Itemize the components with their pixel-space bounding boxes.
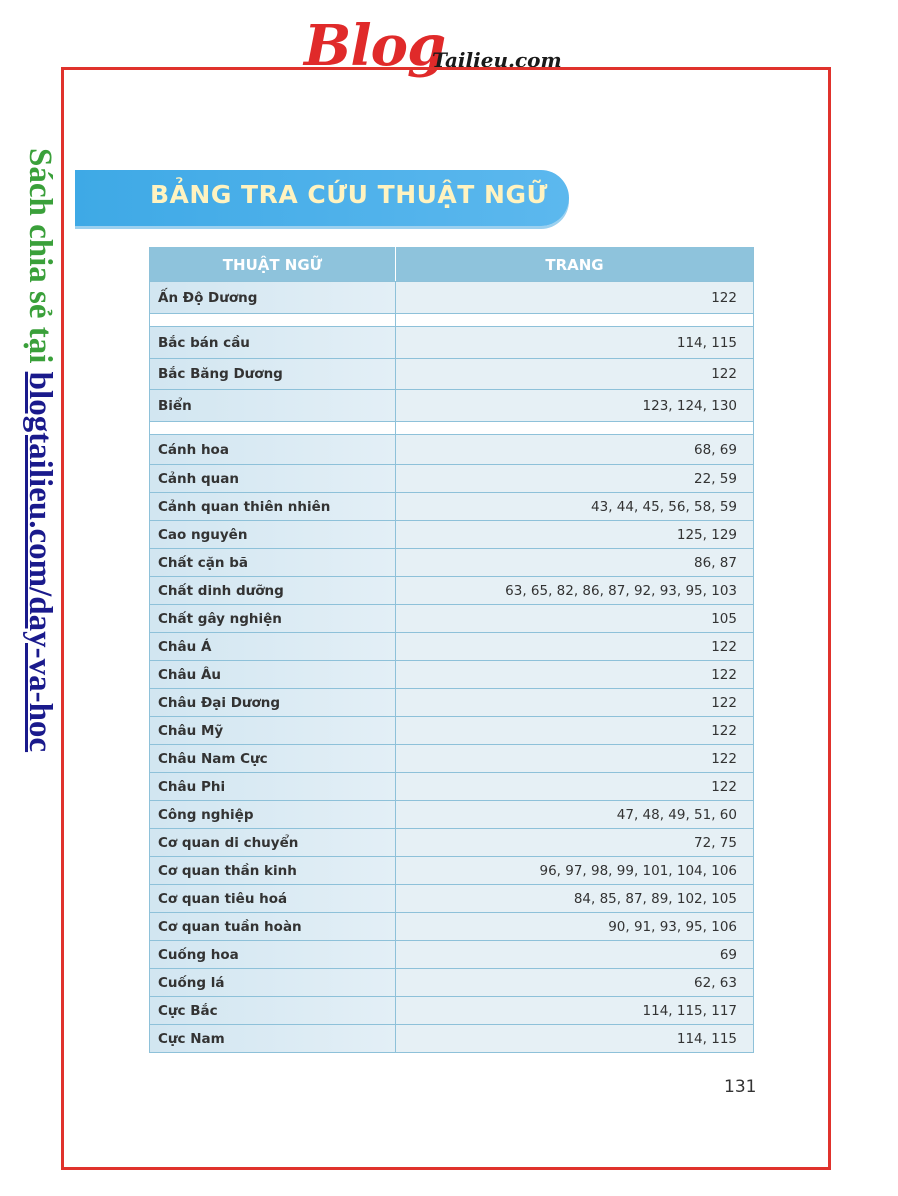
side-banner-prefix: Sách chia sẻ tại xyxy=(22,148,58,372)
table-row xyxy=(150,828,753,856)
page-cell: 122 xyxy=(396,773,753,800)
term-cell: Chất dinh dưỡng xyxy=(150,577,396,604)
page-cell: 22, 59 xyxy=(396,465,753,492)
table-row xyxy=(150,912,753,940)
table-header xyxy=(150,247,753,281)
page-cell: 122 xyxy=(396,689,753,716)
term-cell: Cánh hoa xyxy=(150,435,396,464)
table-body xyxy=(150,281,753,1052)
term-cell: Cơ quan di chuyển xyxy=(150,829,396,856)
term-cell: Cao nguyên xyxy=(150,521,396,548)
table-row xyxy=(150,434,753,464)
page-cell: 122 xyxy=(396,661,753,688)
term-cell: Cực Nam xyxy=(150,1025,396,1052)
page-cell: 122 xyxy=(396,359,753,389)
term-cell: Chất cặn bã xyxy=(150,549,396,576)
page-cell: 122 xyxy=(396,633,753,660)
table-row xyxy=(150,492,753,520)
page-cell: 47, 48, 49, 51, 60 xyxy=(396,801,753,828)
term-cell: Cuống lá xyxy=(150,969,396,996)
page-cell: 84, 85, 87, 89, 102, 105 xyxy=(396,885,753,912)
table-row xyxy=(150,421,753,434)
term-cell: Cơ quan tiêu hoá xyxy=(150,885,396,912)
term-cell: Cuống hoa xyxy=(150,941,396,968)
page-cell: 125, 129 xyxy=(396,521,753,548)
term-cell: Châu Mỹ xyxy=(150,717,396,744)
page-cell: 86, 87 xyxy=(396,549,753,576)
side-banner xyxy=(18,148,64,928)
table-row xyxy=(150,358,753,389)
page-cell: 122 xyxy=(396,745,753,772)
term-cell: Châu Nam Cực xyxy=(150,745,396,772)
table-row xyxy=(150,520,753,548)
term-cell: Cơ quan thần kinh xyxy=(150,857,396,884)
term-cell: Châu Đại Dương xyxy=(150,689,396,716)
page-cell: 43, 44, 45, 56, 58, 59 xyxy=(396,493,753,520)
header-term: THUẬT NGỮ xyxy=(150,247,396,281)
page-cell: 72, 75 xyxy=(396,829,753,856)
page-cell: 105 xyxy=(396,605,753,632)
table-row xyxy=(150,856,753,884)
table-row xyxy=(150,884,753,912)
page-cell: 114, 115 xyxy=(396,327,753,358)
table-row xyxy=(150,632,753,660)
table-row xyxy=(150,688,753,716)
term-cell: Chất gây nghiện xyxy=(150,605,396,632)
term-cell: Bắc Băng Dương xyxy=(150,359,396,389)
table-row xyxy=(150,576,753,604)
table-row xyxy=(150,772,753,800)
page-number: 131 xyxy=(724,1077,757,1097)
header-page: TRANG xyxy=(545,256,604,274)
page-cell: 114, 115, 117 xyxy=(396,997,753,1024)
table-row xyxy=(150,326,753,358)
table-row xyxy=(150,281,753,313)
table-row xyxy=(150,604,753,632)
term-cell: Châu Á xyxy=(150,633,396,660)
term-cell: Châu Phi xyxy=(150,773,396,800)
term-cell: Cơ quan tuần hoàn xyxy=(150,913,396,940)
page-cell: 122 xyxy=(396,282,753,313)
page-title: BẢNG TRA CỨU THUẬT NGỮ xyxy=(150,180,548,209)
page-cell xyxy=(396,422,753,434)
page-cell xyxy=(396,314,753,326)
term-cell: Châu Âu xyxy=(150,661,396,688)
table-row xyxy=(150,660,753,688)
page-cell: 69 xyxy=(396,941,753,968)
term-cell: Biển xyxy=(150,390,396,421)
table-row xyxy=(150,968,753,996)
table-row xyxy=(150,389,753,421)
table-row xyxy=(150,716,753,744)
page-cell: 68, 69 xyxy=(396,435,753,464)
term-cell: Cảnh quan xyxy=(150,465,396,492)
term-cell: Công nghiệp xyxy=(150,801,396,828)
table-row xyxy=(150,940,753,968)
term-cell: Cực Bắc xyxy=(150,997,396,1024)
term-cell: Cảnh quan thiên nhiên xyxy=(150,493,396,520)
table-row xyxy=(150,800,753,828)
term-cell: Ấn Độ Dương xyxy=(150,282,396,313)
logo-blog-text: Blog xyxy=(304,13,446,79)
page-cell: 90, 91, 93, 95, 106 xyxy=(396,913,753,940)
page-cell: 62, 63 xyxy=(396,969,753,996)
table-row xyxy=(150,464,753,492)
term-cell xyxy=(150,422,396,434)
term-cell xyxy=(150,314,396,326)
page-cell: 123, 124, 130 xyxy=(396,390,753,421)
table-row xyxy=(150,313,753,326)
section-banner xyxy=(75,170,569,226)
page-cell: 96, 97, 98, 99, 101, 104, 106 xyxy=(396,857,753,884)
table-row xyxy=(150,744,753,772)
page-cell: 114, 115 xyxy=(396,1025,753,1052)
glossary-table xyxy=(149,247,754,1053)
table-row xyxy=(150,1024,753,1052)
side-banner-link[interactable]: blogtailieu.com/day-va-hoc xyxy=(22,371,58,753)
term-cell: Bắc bán cầu xyxy=(150,327,396,358)
table-row xyxy=(150,996,753,1024)
table-row xyxy=(150,548,753,576)
page-cell: 63, 65, 82, 86, 87, 92, 93, 95, 103 xyxy=(396,577,753,604)
logo-domain-text: Tailieu.com xyxy=(432,48,562,72)
page-cell: 122 xyxy=(396,717,753,744)
